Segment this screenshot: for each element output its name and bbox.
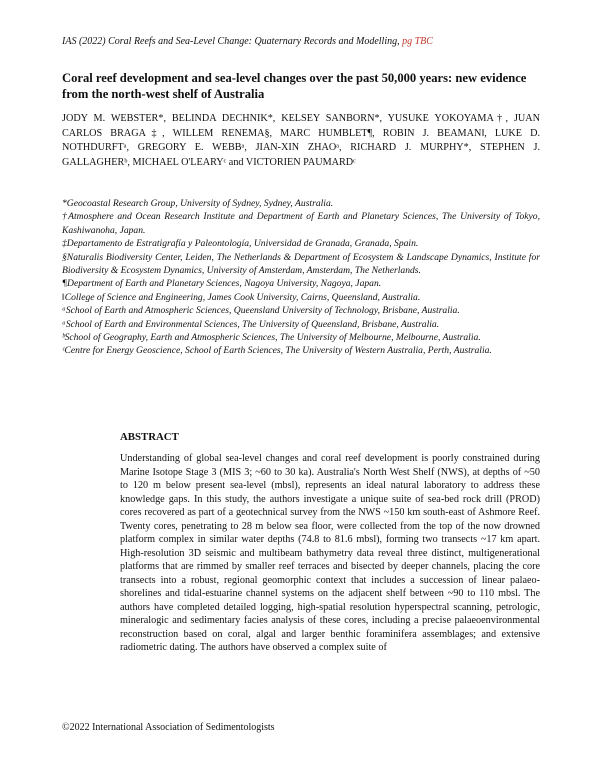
affiliation: *Geocoastal Research Group, University of Sydney, Sydney, Australia.: [62, 198, 334, 209]
page-reference: pg TBC: [402, 36, 433, 47]
paper-title: Coral reef development and sea-level changes over the past 50,000 years: new evidence from the north-west shelf of Australia: [62, 71, 527, 101]
affiliation: ᵇSchool of Geography, Earth and Atmospheric Sciences, The University of Melbourne, Melbourne, Australia.: [62, 332, 481, 344]
author-list: JODY M. WEBSTER*, BELINDA DECHNIK*, KELSEY SANBORN*, YUSUKE YOKOYAMA†, JUAN CARLOS BRAGA‡, WILLEM RENEMA§, MARC HUMBLET¶, ROBIN J. BEAMAN‖, LUKE D. NOTHDURFTᵃ, GREGORY E. WEBBᵃ, JIAN-XIN ZHAOᵃ, RICHARD J. MURPHY*, STEPHEN J. GALLAGHERᵇ, MICHAEL O'LEARYᶜ and VICTORIEN PAUMARDᶜ: [62, 113, 540, 168]
running-header: [62, 36, 433, 47]
affiliation: ᵃSchool of Earth and Atmospheric Sciences, Queensland University of Technology, Brisbane, Australia.: [62, 305, 460, 317]
affiliation: †Atmosphere and Ocean Research Institute and Department of Earth and Planetary Sciences, The University of Tokyo, Kashiwanoha, Japan.: [62, 211, 540, 236]
affiliation: ᶜCentre for Energy Geoscience, School of Earth Sciences, The University of Western Australia, Perth, Australia.: [62, 345, 492, 357]
affiliations: [62, 197, 540, 358]
copyright-footer: ©2022 International Association of Sedimentologists: [62, 722, 275, 733]
affiliation: ¶Department of Earth and Planetary Sciences, Nagoya University, Nagoya, Japan.: [62, 278, 382, 290]
running-title: IAS (2022) Coral Reefs and Sea-Level Change: Quaternary Records and Modelling,: [62, 36, 400, 47]
affiliation: ‖College of Science and Engineering, James Cook University, Cairns, Queensland, Australia.: [62, 291, 421, 303]
affiliation: ‡Departamento de Estratigrafía y Paleontología, Universidad de Granada, Granada, Spain.: [62, 238, 419, 250]
abstract-text: Understanding of global sea-level changes and coral reef development is poorly constrained during Marine Isotope Stage 3 (MIS 3; ~60 to 30 ka). Australia's North West Shelf (NWS), at depths of ~50 to 120 m below present sea-level (mbsl), represents an ideal natural laboratory to address these knowledge gaps. In this study, the authors investigate a unique suite of sea-bed rock drill (PROD) cores recovered as part of a geotechnical survey from the NWS ~150 km south-east of Ashmore Reef. Twenty cores, penetrating to 28 m below sea floor, were collected from the top of the now drowned platform complex in similar water depths (74.8 to 81.6 mbsl), forming two transects ~17 km apart. High-resolution 3D seismic and multibeam bathymetry data reveal three distinct, multigenerational platforms that are rimmed by smaller reef terraces and bisected by deeper channels, placing the core transects into a robust, regional geomorphic context that includes a succession of linear palaeo-shorelines and tidal-estuarine channel systems on the adjacent shelf between ~90 to 110 mbsl. The authors have completed detailed logging, high-spatial resolution hyperspectral scanning, petrologic, mineralogic and sedimentary facies analysis of these cores, including a precise palaeoenvironmental reconstruction based on coral, algal and larger benthic foraminifera assemblages; and extensive radiometric dating. The authors have observed a complex suite of: [120, 453, 540, 653]
affiliation: ᵃSchool of Earth and Environmental Sciences, The University of Queensland, Brisbane, Australia.: [62, 318, 440, 330]
affiliation: §Naturalis Biodiversity Center, Leiden, The Netherlands & Department of Ecosystem & Landscape Dynamics, Institute for Biodiversity & Ecosystem Dynamics, University of Amsterdam, Amsterdam, The Netherlands.: [62, 251, 540, 277]
abstract-heading: ABSTRACT: [120, 431, 179, 443]
